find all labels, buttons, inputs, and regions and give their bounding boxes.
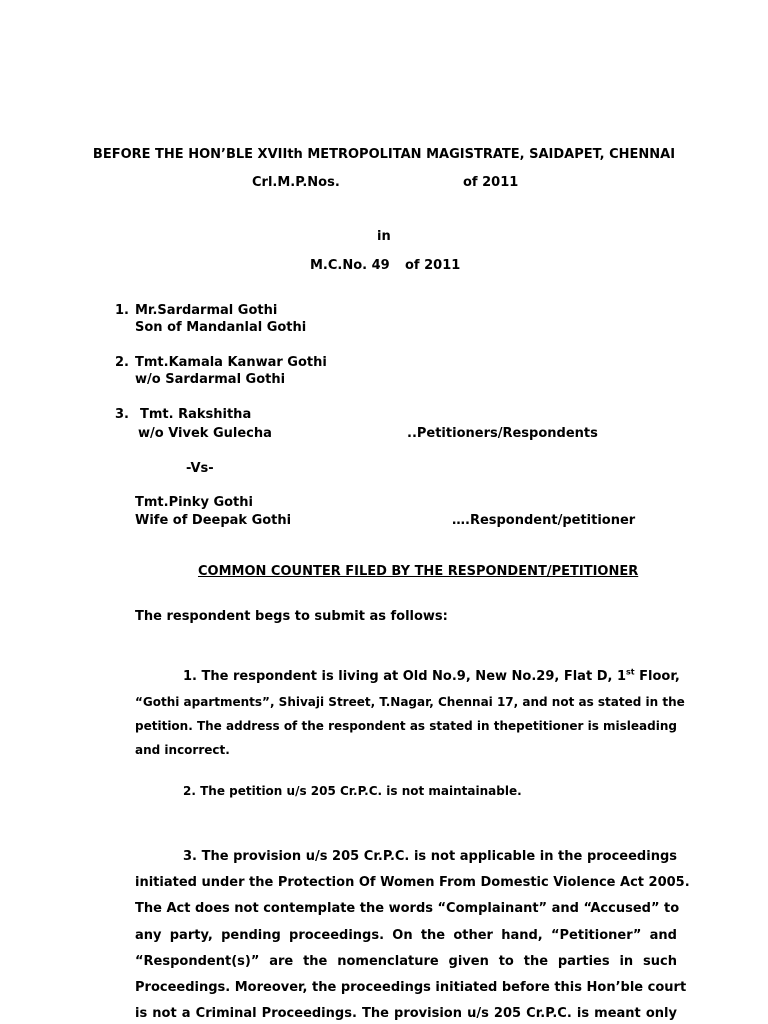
para-3-line-5: “Respondent(s)” are the nomenclature given to the parties in such (135, 954, 677, 969)
respondent-relation: Wife of Deepak Gothi (135, 513, 292, 528)
respondent-name: Tmt.Pinky Gothi (135, 495, 253, 510)
versus-label: -Vs- (186, 461, 214, 476)
para-2: 2. The petition u/s 205 Cr.P.C. is not maintainable. (183, 784, 522, 798)
party-3-name: Tmt. Rakshitha (140, 407, 252, 422)
party-3-number: 3. (115, 407, 129, 422)
para-3-line-1: 3. The provision u/s 205 Cr.P.C. is not applicable in the proceedings (183, 849, 677, 864)
para-1-line-1 (183, 667, 680, 686)
para-3-line-3: The Act does not contemplate the words “Complainant” and “Accused” to (135, 901, 680, 916)
petitioners-role: ..Petitioners/Respondents (407, 426, 598, 441)
para-1-line-3: petition. The address of the respondent as stated in thepetitioner is misleading (135, 719, 677, 733)
para-1-line-2: “Gothi apartments”, Shivaji Street, T.Nagar, Chennai 17, and not as stated in the (135, 695, 685, 709)
crl-mp-year: of 2011 (463, 175, 519, 190)
para-3-line-2: initiated under the Protection Of Women From Domestic Violence Act 2005. (135, 875, 690, 890)
para-1-line-4: and incorrect. (135, 743, 230, 757)
party-2-name: Tmt.Kamala Kanwar Gothi (135, 355, 327, 370)
party-2-number: 2. (115, 355, 129, 370)
para-3-line-7: is not a Criminal Proceedings. The provision u/s 205 Cr.P.C. is meant only (135, 1006, 677, 1021)
in-word: in (377, 229, 391, 244)
court-title: BEFORE THE HON’BLE XVIIth METROPOLITAN MAGISTRATE, SAIDAPET, CHENNAI (92, 147, 676, 162)
respondent-role: ….Respondent/petitioner (452, 513, 636, 528)
counter-heading: COMMON COUNTER FILED BY THE RESPONDENT/PETITIONER (198, 564, 639, 579)
party-3-relation: w/o Vivek Gulecha (138, 426, 272, 441)
para-1-line-1-text: 1. The respondent is living at Old No.9, New No.29, Flat D, 1 (183, 669, 626, 684)
para-3-line-4: any party, pending proceedings. On the other hand, “Petitioner” and (135, 928, 677, 943)
intro-text: The respondent begs to submit as follows: (135, 609, 448, 624)
party-1-relation: Son of Mandanlal Gothi (135, 320, 307, 335)
party-2-relation: w/o Sardarmal Gothi (135, 372, 286, 387)
para-3-line-6: Proceedings. Moreover, the proceedings initiated before this Hon’ble court (135, 980, 687, 995)
mc-number: M.C.No. 49 (310, 258, 390, 273)
mc-year: of 2011 (405, 258, 461, 273)
ordinal-suffix: st (626, 667, 635, 677)
para-1-line-1-end: Floor, (634, 669, 680, 684)
party-1-number: 1. (115, 303, 129, 318)
crl-mp-label: Crl.M.P.Nos. (252, 175, 340, 190)
party-1-name: Mr.Sardarmal Gothi (135, 303, 278, 318)
